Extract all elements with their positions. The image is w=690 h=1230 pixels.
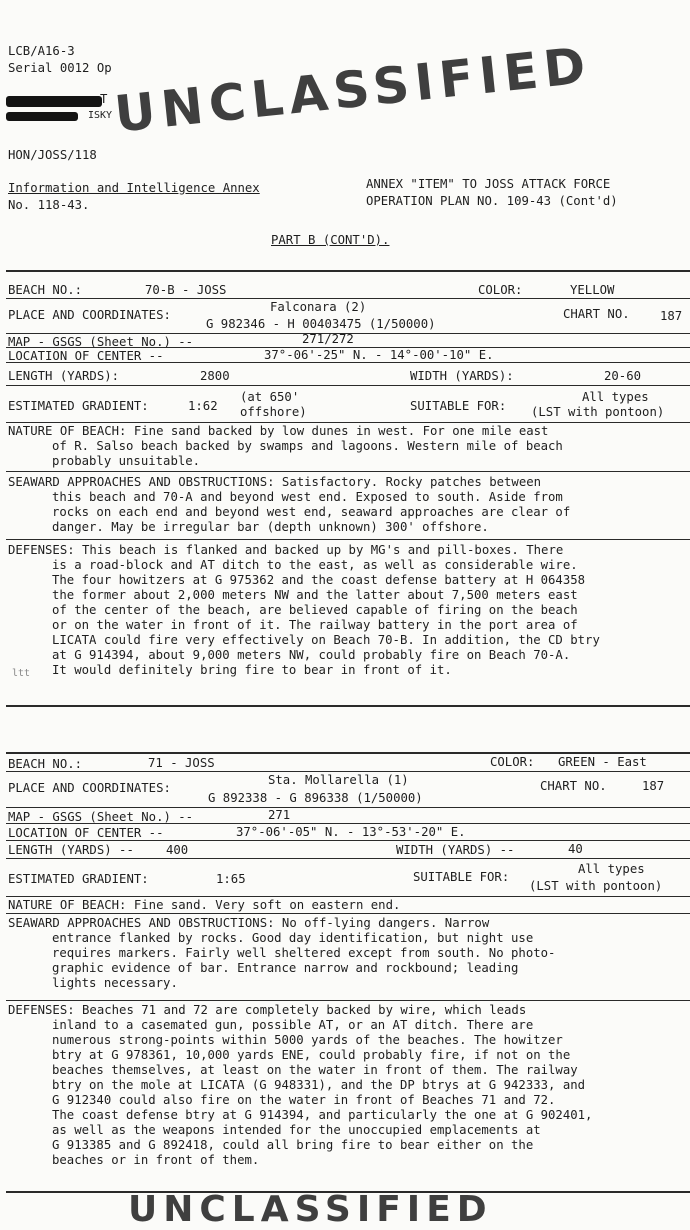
divider [6, 362, 690, 363]
beach2-number-label: BEACH NO.: [8, 757, 83, 771]
text-line: SEAWARD APPROACHES AND OBSTRUCTIONS: Satisfactory. Rocky patches between [8, 475, 542, 489]
text-line: LICATA could fire very effectively on Beach 70-B. In addition, the CD btry [52, 633, 600, 647]
beach1-gradient-label: ESTIMATED GRADIENT: [8, 399, 149, 413]
text-line: at G 914394, about 9,000 meters NW, could probably fire on Beach 70-A. [52, 648, 571, 662]
beach2-map-value: 271 [268, 808, 291, 822]
text-line: btry at G 978361, 10,000 yards ENE, could probably fire, if not on the [52, 1048, 571, 1062]
divider [6, 771, 690, 772]
beach2-number-value: 71 - JOSS [148, 756, 215, 770]
text-line: G 912340 could also fire on the water in front of Beaches 71 and 72. [52, 1093, 556, 1107]
beach2-location-label: LOCATION OF CENTER -- [8, 826, 164, 840]
beach2-color-label: COLOR: [490, 755, 535, 769]
divider [6, 471, 690, 472]
beach1-chart-label: CHART NO. [563, 307, 630, 321]
beach2-map-label: MAP - GSGS (Sheet No.) -- [8, 810, 194, 824]
text-line: G 913385 and G 892418, could all bring fire to bear either on the [52, 1138, 534, 1152]
text-line: beaches themselves, at least on the water in front of them. The railway [52, 1063, 578, 1077]
divider [6, 896, 690, 897]
text-line: this beach and 70-A and beyond west end. Exposed to south. Aside from [52, 490, 563, 504]
divider [6, 823, 690, 824]
part-heading: PART B (CONT'D). [271, 233, 390, 247]
beach1-color-label: COLOR: [478, 283, 523, 297]
beach1-number-label: BEACH NO.: [8, 283, 83, 297]
text-line: DEFENSES: Beaches 71 and 72 are completely backed by wire, which leads [8, 1003, 527, 1017]
text-line: the former about 2,000 meters NW and the latter about 7,500 meters east [52, 588, 578, 602]
divider [6, 298, 690, 299]
beach1-gradient-note-2: offshore) [240, 405, 307, 419]
beach2-gradient-value: 1:65 [216, 872, 246, 886]
text-line: probably unsuitable. [52, 454, 201, 468]
text-line: btry on the mole at LICATA (G 948331), and the DP btrys at G 942333, and [52, 1078, 586, 1092]
beach1-number-value: 70-B - JOSS [145, 283, 227, 297]
beach2-width-label: WIDTH (YARDS) -- [396, 843, 515, 857]
divider [6, 840, 690, 841]
beach1-length-label: LENGTH (YARDS): [8, 369, 120, 383]
beach1-place-name: Falconara (2) [270, 300, 367, 314]
divider [6, 705, 690, 707]
document-ref: LCB/A16-3 [8, 44, 75, 58]
beach1-color-value: YELLOW [570, 283, 615, 297]
text-line: DEFENSES: This beach is flanked and backed up by MG's and pill-boxes. There [8, 543, 564, 557]
text-line: or on the water in front of it. The railway battery in the port area of [52, 618, 578, 632]
text-line: numerous strong-points within 5000 yards of the beaches. The howitzer [52, 1033, 563, 1047]
beach1-suitable-value-2: (LST with pontoon) [531, 405, 665, 419]
annex-number-left: No. 118-43. [8, 198, 90, 212]
text-line: SEAWARD APPROACHES AND OBSTRUCTIONS: No off-lying dangers. Narrow [8, 916, 490, 930]
divider [6, 422, 690, 423]
beach1-coordinates: G 982346 - H 00403475 (1/50000) [206, 317, 436, 331]
text-line: NATURE OF BEACH: Fine sand backed by low dunes in west. For one mile east [8, 424, 549, 438]
redacted-fragment-2: ISKY [88, 110, 113, 121]
beach2-suitable-value-2: (LST with pontoon) [529, 879, 663, 893]
unclassified-stamp-bottom: UNCLASSIFIED [128, 1189, 493, 1230]
beach1-location-value: 37°-06'-25" N. - 14°-00'-10" E. [264, 348, 494, 362]
beach2-length-label: LENGTH (YARDS) -- [8, 843, 134, 857]
redaction-bar-1 [6, 96, 102, 107]
beach2-place-label: PLACE AND COORDINATES: [8, 781, 171, 795]
beach1-place-label: PLACE AND COORDINATES: [8, 308, 171, 322]
beach1-width-label: WIDTH (YARDS): [410, 369, 514, 383]
beach2-defenses [8, 1003, 688, 1168]
operation-plan: OPERATION PLAN NO. 109-43 (Cont'd) [366, 194, 618, 208]
beach1-length-value: 2800 [200, 369, 230, 383]
text-line: of R. Salso beach backed by swamps and lagoons. Western mile of beach [52, 439, 563, 453]
text-line: danger. May be irregular bar (depth unknown) 300' offshore. [52, 520, 489, 534]
beach2-suitable-label: SUITABLE FOR: [413, 870, 510, 884]
beach2-location-value: 37°-06'-05" N. - 13°-53'-20" E. [236, 825, 466, 839]
divider [6, 539, 690, 540]
divider [6, 270, 690, 272]
unclassified-stamp-top: UNCLASSIFIED [112, 35, 594, 144]
beach2-coordinates: G 892338 - G 896338 (1/50000) [208, 791, 423, 805]
beach1-map-value: 271/272 [302, 332, 354, 346]
divider [6, 858, 690, 859]
beach1-gradient-value: 1:62 [188, 399, 218, 413]
text-line: of the center of the beach, are believed capable of firing on the beach [52, 603, 578, 617]
beach1-location-label: LOCATION OF CENTER -- [8, 349, 164, 363]
beach1-nature [8, 424, 688, 469]
beach1-width-value: 20-60 [604, 369, 642, 383]
beach1-suitable-label: SUITABLE FOR: [410, 399, 507, 413]
beach1-gradient-note-1: (at 650' [240, 390, 300, 404]
redacted-fragment-1: T [100, 92, 108, 106]
annex-title-right: ANNEX "ITEM" TO JOSS ATTACK FORCE [366, 177, 611, 191]
text-line: inland to a casemated gun, possible AT, or an AT ditch. There are [52, 1018, 534, 1032]
text-line: entrance flanked by rocks. Good day identification, but night use [52, 931, 534, 945]
divider [6, 752, 690, 754]
redaction-bar-2 [6, 112, 78, 121]
divider [6, 913, 690, 914]
text-line: It would definitely bring fire to bear in front of it. [52, 663, 452, 677]
beach2-chart-label: CHART NO. [540, 779, 607, 793]
beach2-nature [8, 898, 688, 913]
divider [6, 807, 690, 808]
beach2-chart-value: 187 [642, 779, 665, 793]
text-line: The coast defense btry at G 914394, and particularly the one at G 902401, [52, 1108, 593, 1122]
margin-mark: ltt [12, 668, 31, 679]
beach1-suitable-value-1: All types [582, 390, 649, 404]
divider [6, 1000, 690, 1001]
beach2-width-value: 40 [568, 842, 583, 856]
beach2-color-value: GREEN - East [558, 755, 647, 769]
divider [6, 385, 690, 386]
text-line: beaches or in front of them. [52, 1153, 260, 1167]
serial-number: Serial 0012 Op [8, 61, 112, 75]
beach2-length-value: 400 [166, 843, 189, 857]
text-line: is a road-block and AT ditch to the east, as well as considerable wire. [52, 558, 578, 572]
text-line: The four howitzers at G 975362 and the coast defense battery at H 064358 [52, 573, 586, 587]
annex-title-left: Information and Intelligence Annex [8, 181, 260, 195]
beach1-seaward [8, 475, 688, 535]
hon-reference: HON/JOSS/118 [8, 148, 97, 162]
text-line: rocks on each end and beyond west end, seaward approaches are clear of [52, 505, 571, 519]
beach2-seaward [8, 916, 688, 991]
text-line: NATURE OF BEACH: Fine sand. Very soft on eastern end. [8, 898, 401, 912]
beach2-place-name: Sta. Mollarella (1) [268, 773, 409, 787]
text-line: lights necessary. [52, 976, 178, 990]
beach2-gradient-label: ESTIMATED GRADIENT: [8, 872, 149, 886]
text-line: graphic evidence of bar. Entrance narrow and rockbound; leading [52, 961, 519, 975]
beach1-defenses [8, 543, 688, 678]
text-line: as well as the weapons intended for the unoccupied emplacements at [52, 1123, 541, 1137]
text-line: requires markers. Fairly well sheltered except from south. No photo- [52, 946, 556, 960]
beach2-suitable-value-1: All types [578, 862, 645, 876]
beach1-map-label: MAP - GSGS (Sheet No.) -- [8, 335, 194, 349]
beach1-chart-value: 187 [660, 309, 683, 323]
